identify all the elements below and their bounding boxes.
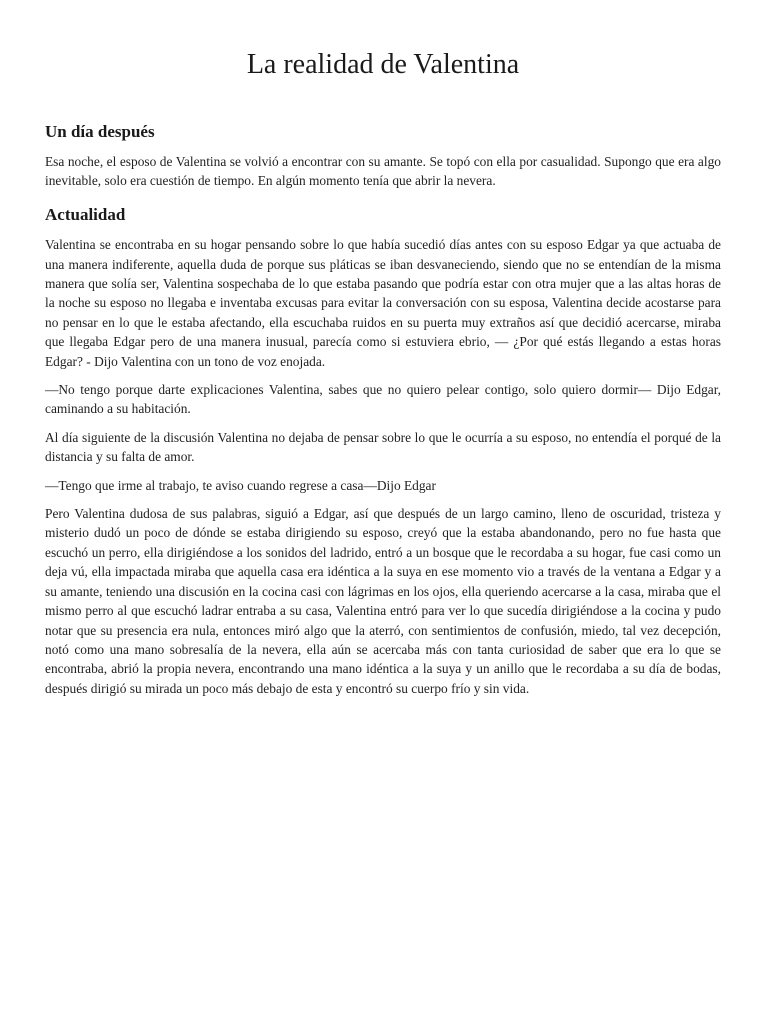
paragraph: Valentina se encontraba en su hogar pensando sobre lo que había sucedió días antes con su esposo Edgar ya que actuaba de una manera indiferente, aquella duda de porque sus pláticas se iban desvaneciendo, siendo que no se entendían de la misma manera que solía ser, Valentina sospechaba de lo que estaba pasando que podría estar con otra mujer que a las altas horas de la noche su esposo no llegaba e inventaba excusas para evitar la conversación con su esposa, Valentina decide acostarse para no pensar en lo que le estaba afectando, ella escuchaba ruidos en su puerta muy extraños así que decidió acercarse, miraba que llegaba Edgar pero de una manera inusual, parecía como si estuviera ebrio, — ¿Por qué estás llegando a estas horas Edgar? - Dijo Valentina con un tono de voz enojada. (45, 237, 721, 369)
paragraph: —Tengo que irme al trabajo, te aviso cuando regrese a casa—Dijo Edgar (45, 477, 436, 493)
section-actualidad (45, 205, 721, 698)
paragraph: Esa noche, el esposo de Valentina se volvió a encontrar con su amante. Se topó con ella por casualidad. Supongo que era algo inevitable, solo era cuestión de tiempo. En algún momento tenía que abrir la nevera. (45, 153, 721, 189)
section-un-dia-despues (45, 122, 721, 191)
document-title: La realidad de Valentina (246, 49, 520, 80)
paragraph: —No tengo porque darte explicaciones Valentina, sabes que no quiero pelear contigo, solo quiero dormir— Dijo Edgar, caminando a su habitación. (45, 382, 721, 417)
section-heading: Actualidad (45, 204, 126, 224)
section-heading: Un día después (45, 121, 155, 141)
paragraph: Pero Valentina dudosa de sus palabras, siguió a Edgar, así que después de un largo camino, lleno de oscuridad, tristeza y misterio dudó un poco de dónde se estaba dirigiendo su esposo, creyó que la estaba abandonando, pero no fue hasta que escuchó un perro, ella dirigiéndose a los sonidos del ladrido, entró a un bosque que le recordaba a su hogar, fue casi como un deja vú, ella impactada miraba que aquella casa era idéntica a la suya en ese momento vio a través de la ventana a Edgar y a su amante, teniendo una discusión en la cocina casi con lágrimas en los ojos, ella queriendo acercarse a la casa, miraba que el mismo perro al que escuchó ladrar entraba a su casa, Valentina entró para ver lo que sucedía dirigiéndose a la cocina y pudo notar que su presencia era nula, entonces miró algo que la aterró, con sentimientos de confusión, miedo, tal vez decepción, notó como una mano sobresalía de la nevera, ella aún se acercaba más con tanta curiosidad de saber que era lo que se encontraba, abrió la propia nevera, encontrando una mano idéntica a la suya y un anillo que le recordaba a su día de bodas, después dirigió su mirada un poco más debajo de esta y encontró su cuerpo frío y sin vida. (45, 506, 721, 696)
paragraph: Al día siguiente de la discusión Valentina no dejaba de pensar sobre lo que le ocurría a su esposo, no entendía el porqué de la distancia y su falta de amor. (45, 429, 721, 465)
